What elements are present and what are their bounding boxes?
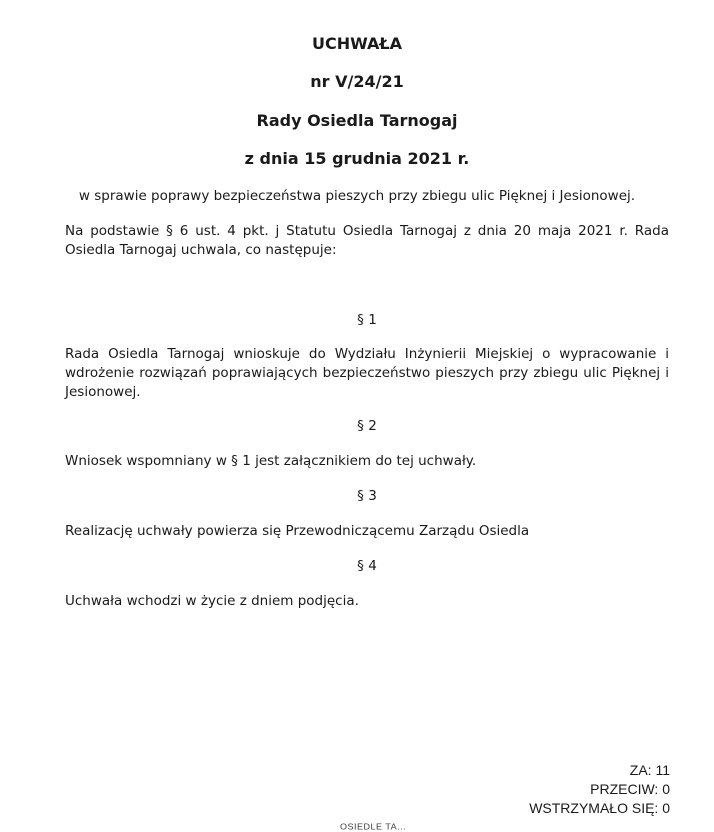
votes-abstain: WSTRZYMAŁO SIĘ: 0: [529, 800, 670, 816]
section-mark-2: § 2: [357, 418, 377, 434]
vote-results: [529, 761, 670, 818]
section-text-1: Rada Osiedla Tarnogaj wnioskuje do Wydziału Inżynierii Miejskiej o wypracowanie i wdrożenie rozwiązań poprawiających bezpieczeństwo pieszych przy zbiegu ulic Pięknej i Jesionowej.: [65, 346, 669, 400]
section-mark-1: § 1: [357, 312, 377, 328]
section-text-2: Wniosek wspomniany w § 1 jest załącznikiem do tej uchwały.: [65, 453, 477, 469]
section-mark-4: § 4: [357, 558, 377, 574]
resolution-number: nr V/24/21: [310, 72, 404, 91]
resolution-date: z dnia 15 grudnia 2021 r.: [244, 149, 470, 168]
legal-basis-paragraph: Na podstawie § 6 ust. 4 pkt. j Statutu Osiedla Tarnogaj z dnia 20 maja 2021 r. Rada Osiedla Tarnogaj uchwala, co następuje:: [65, 223, 669, 258]
section-mark-3: § 3: [357, 488, 377, 504]
stamp-fragment: OSIEDLE TA...: [340, 822, 407, 832]
council-name: Rady Osiedla Tarnogaj: [256, 111, 458, 130]
section-text-3: Realizację uchwały powierza się Przewodniczącemu Zarządu Osiedla: [65, 523, 530, 539]
resolution-subject: w sprawie poprawy bezpieczeństwa pieszych przy zbiegu ulic Pięknej i Jesionowej.: [78, 188, 636, 204]
document-title: UCHWAŁA: [311, 34, 403, 53]
section-text-4: Uchwała wchodzi w życie z dniem podjęcia.: [65, 593, 359, 609]
votes-for: ZA: 11: [629, 762, 670, 778]
votes-against: PRZECIW: 0: [590, 781, 670, 797]
